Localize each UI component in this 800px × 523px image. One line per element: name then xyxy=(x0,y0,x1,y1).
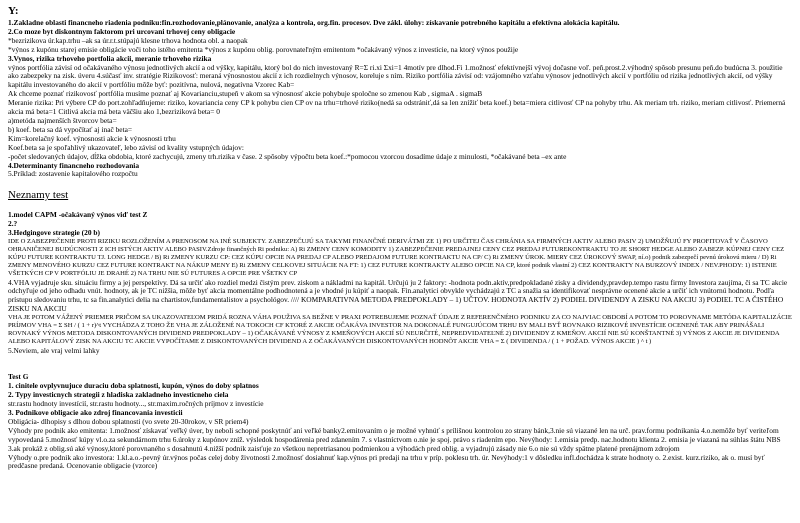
y-line-5: 3.Vynos, rizika trhoveho portfolia akcii, meranie trhoveho rizika xyxy=(8,53,212,63)
page-title: Y: xyxy=(8,5,19,17)
y-line-11: Kim=korelačný koef. výnosnosti akcie k výnosnosti trhu xyxy=(8,133,176,143)
y-line-7: Ak chceme poznať rizikovosť portfólia musíme poznať aj Kovarianciu,stupeň v akom sa výnosnosť akcie pohybuje spoločne so zmenou Kab , sigmaA . sigmaB xyxy=(8,89,483,99)
y-line-2: 2.Co moze byt diskontnym faktorom pri urcovani trhovej ceny obligacie xyxy=(8,26,236,36)
capm-line-1: 1.model CAPM -očakávaný výnos viď test Z xyxy=(8,210,148,220)
capm-line-2: 2.? xyxy=(8,219,18,229)
g-line-1: 1. cinitele ovplyvnujuce duraciu doba splatnosti, kupón, výnos do doby splatnos xyxy=(8,381,259,391)
g-line-7: Výhody o.pre podnik ako investora: 1.kl.a.o.-pevný úr.výnos počas celej doby životnosti 2.možnosť dosiahnuť kap.výnos pri predaji na trhu v príp. poklesu trh. úr. Nevýhody:1 v dôsledku infl.dochádza k strate hodnoty o. 2.exist. kurz.riziko, ak o. musí byť predčasne predaná. Ocenovanie obligacie (vzorce) xyxy=(8,452,765,471)
g-line-3: str.rastu hodnoty investícií, str.rastu hodnoty..., str.maxim.ročných príjmov z investície xyxy=(8,399,264,409)
unknown-test-heading: Neznamy test xyxy=(8,189,69,202)
vha-paragraph: 4.VHA vyjadruje sku. situáciu firmy a jej perspektívy. Dá sa určiť ako rozdiel medzi čistým prev. ziskom a nákladmi na kapitál. Určujú ju 2 faktory: -hodnota podn.aktív,predpokladané zisky a dividendy,pravdep.tempo rastu firmy Investora zaujíma, či sa TC akcie odchyľuje od jeho odhadu vnút. hodnoty, ak je TC nižšia, môže byť akcia momentálne podhodnotená a je vhodné ju kúpiť a naopak. Fin.analytici obvykle vychádzajú z TC a snažia sa identifikovať nesprávne ocenené akcie a určiť ich vnútornú hodnotu. Podľa prístupu sledovaniu trhu, tc sa fin.analytici delia na chartistov,fundamentalistov a psychológov. //// KOMPARATIVNA METODA PREDPOKLADY – 1) UČTOV. HODNOTA AKTÍV 2) PODIEL DIVIDENDY A ZISKU NA AKCIU 3) PODIEL TC A ČISTÉHO ZISKU NA AKCIU xyxy=(8,277,788,314)
g-line-2: 2. Typy investicnych strategii z hladiska zakladneho investicneho ciela xyxy=(8,390,229,400)
y-line-4: *výnos z kupónu starej emisie obligácie voči toho istého emitenta *výnos z kupónu oblig. porovnateľným emitentom *očakávaný výnos z investície, na ktorý výnos použije xyxy=(8,44,519,54)
vha-caps-paragraph: VHA JE POTOM VÁŽENÝ PRIEMER PRIČOM SA UKAZOVATEĽOM PRIDÁ ROZNA VÁHA POUŽIVA SA BEŽNE V PRAXI POTREBUJEME POZNAŤ ÚDAJE Z REFERENČNÉHO PODNIKU ZA CO NAJVIAC OBDOBÍ A POTOM TO POROVNAME METÓDA KAPITALIZÁCIE PRÍJMOV VHA = Σ SH / ( 1 + r)^t VYCHÁDZA Z TOHO ŽE VHA JE ZÁLOŽENÉ NA TOKOCH CF KTORÉ Z AKCIE OČAKÁVA INVESTOR NA DOKONALÉ FUNGUJÚCOM TRHU BY MALI BYŤ ROVNAKO RIZIKOVÉ INVESTÍCIE OCENENÉ TAK ABY PRINÁŠALI ROVNAKÝ VÝNOS METODA DISKONTOVANÝCH DIVIDEND PREDPOKLADY – 1) OČAKÁVANÉ VÝNOSY Z KMEŇOVÝCH AKCIÍ SÚ NEURČITÉ, NEPREDVIDATEĽNÉ 2) DIVIDENDY Z KMEŇOV. AKCIÍ NIE SÚ KONŠTANTNÉ 3) VÝNOS Z AKCIE JE DIVIDENDA ALEBO KAPITÁLOVÝ ZISK NA AKCIU TC AKCIE VYPOČÍTAME Z DISKONTOVANÝCH DIVIDEND A Z OČAKÁVANÝCH DISKONTOVANÝCH HODNÔT AKCIE VHA = Σ ( DIVIDENDA / ( 1 + POŽAD. VÝNOS AKCIE ) ^ t ) xyxy=(8,314,792,346)
y-line-6: výnos portfólia závisí od očakávaného výnosu jednotlivých akcií a od výšky, kapitálu, ktorý bol do nich investovaný R=Σ ri.xi Σxi=1 4motív pre dlhod.Fi 1.možnosť efektívnejší vývoj dočasne voľ. peň.prost.2.výhodný spôsob presunu peň.do budúcna 3. použitie ako zabezpeky na zisk. úveru 4.súčasť inv. stratégie Rizikovosť: meraná výnosnostou akcií z ich rozdielnych výnosov, koreluje s ním. Riziko portfólia závisí od: vzájomného vzťahu výnosov jednotlivých akcií v portfóliu od rizika jednotlivých akcií, od výšky kapitálu investovaného do akcií v portfóliu môže byť: pozitívna, nulová, negatívna Vzorec Kab= xyxy=(8,62,783,90)
y-line-8: Meranie rizika: Pri výbere CP do port.zohľadňujeme: riziko, kovariancia ceny CP k pohybu cien CP ov na trhu=trhové riziko(nedá sa odstrániť,dá sa len znížiť beta koef.) beta=miera citlivosť CP na pohyby trhu. Ak meriam trh. riziko, meriam citlivosť. Priemerná akcia má beta=1 Citlivá akcia má beta väčšiu ako 1,bezriziková beta= 0 xyxy=(8,98,786,117)
g-line-6: Výhody pre podnik ako emitenta: 1.možnosť získavať veľký úver, by neboli schopné poskytnúť ani veľké banky2.emitovaním o je možné vyhnúť s prílišnou kontrolou zo strany bánk,3.nie sú viazané len na urč. prav.formu podnikania 4.o.nemôže byť veriteľom vypovedaná 5.možnosť kúpy vl.o.za sekundárnom trhu 6.úroky z kupónov zníž. výsledok hospodárenia pred zdanením 7. s vlastníctvom o.nie je spoj. právo s riadením epo. Nevýhody: 1.emisia predp. nac.hodnotu klienta 2. emisia je viazaná na súhlas štátu NBS 3.ak prokáž z oblig.sú aké výnosy,ktoré porovnaného s dosahnutú 4.nižší podnik zaisťuje zo všetkou nepretriasanou podmienkou a výhodách pred oblig. a vyjadrujú zásady nie 6.o nie sú vždy spätne platené prenájmom zdrojom xyxy=(8,425,781,453)
test-g-title: Test G xyxy=(8,372,29,382)
y-line-1: 1.Zakladne oblasti financneho riadenia podniku:fin.rozhodovanie,plánovanie, analýza a kontrola, org.fin. procesov. Dve zákl. úlohy: získavanie potrebného kapitálu a efektívna alokácia kapitálu. xyxy=(8,18,620,27)
y-line-3: *bezrizikova úr.kap.trhu –ak sa úr.r.t.stúpajú klesne trhova hodnota obl. a naopak xyxy=(8,35,248,45)
g-line-5: Obligácia- dlhopisy s dlhou dobou splatnosti (vo svete 20-30rokov, v SR priem4) xyxy=(8,416,249,426)
g-line-4: 3. Podnikove obligacie ako zdroj financovania investicii xyxy=(8,408,183,418)
hedging-paragraph: IDE O ZABEZPEČENIE PROTI RIZIKU ROZLOŽENÍM A PRENOSOM NA INÉ SUBJEKTY. ZABEZPEČUJÚ SA TAKYMI FINANČNÉ DERIVÁTMI ZE 1) PO URČITEJ ČAS CHRÁNIA SA FIRMNÝCH AKTIV ALEBO PASIV 2) UMOŽŇUJÚ FY PROFITOVAŤ V ČASOVO OHRANIČENEJ BUDÚCNOSTI Z ICH ISTÝCH AKTIV ALEBO PASIV.Zdroje finančných Ri podniku: A) Ri ZMENY CENY KOMODITY 1) ZABEZPEČENIE PREDAJNEJ CENY CEZ PREDAJ FUTUREKONTRAKTU TO JE SHORT HEDGE ALEBO ZABEZP. KÚPNEJ CENY CEZ KÚPU FUTURE KONTRAKTU TJ. LONG HEDGE / B) Ri ZMENY KURZU CP: CEZ KÚPU OPCIE NA PREDAJ CP ALEBO PREDAJOM FUTURE KONTRAKTU NA CP/ C) Ri ZMENY ÚROK. MIERY CEZ ÚROKOVÝ SWAP, ní.o) podnik zabezpečí pevnú úrokovú mieru / D) Ri ZMENY MENOVÉHO KURZU CEZ FUTURE KONTRAKT NA NÁKUP MENY E) Ri ZMENY CELKOVEJ SITUÁCIE NA FT: 1) CEZ FUTURE KONTRAKTY ALEBO OPCIE NA CP, ktoré podnik vlastní 2) CEZ KONTRAKTY NA BURZOVÝ INDEX / NEV.PHODY: 1) ISTENIE VŠETKÝCH CP V PORTFÓLIU JE DRAHÉ 2) NA TRHU NIE SÚ FUTURES A OPCIE PRE VŠETKY CP xyxy=(8,238,785,278)
y-line-15: 5.Príklad: zostavenie kapitalového rozpočtu xyxy=(8,169,138,179)
y-line-14: 4.Determinanty financneho rozhodovania xyxy=(8,160,140,170)
vha-end-line: 5.Neviem, ale vraj velmi lahky xyxy=(8,345,100,355)
document xyxy=(8,4,794,471)
y-line-12: Koef.beta sa je spoľahlivý ukazovateľ, lebo závisí od kvality vstupných údajov: xyxy=(8,142,244,152)
y-line-9: a)metóda najmenších štvorcov beta= xyxy=(8,115,117,125)
capm-line-3: 3.Hedgingove strategie (20 b) xyxy=(8,228,100,238)
y-line-13: -počet sledovaných údajov, dĺžka obdobia, ktoré zachycujú, zmeny trh.rizika v čase. 2 spôsoby výpočtu beta koef.:*pomocou vzorcou dosadíme údaje z minulosti, *očakávané beta –ex ante xyxy=(8,151,567,161)
y-line-10: b) koef. beta sa dá vypočítať aj inač beta= xyxy=(8,124,133,134)
